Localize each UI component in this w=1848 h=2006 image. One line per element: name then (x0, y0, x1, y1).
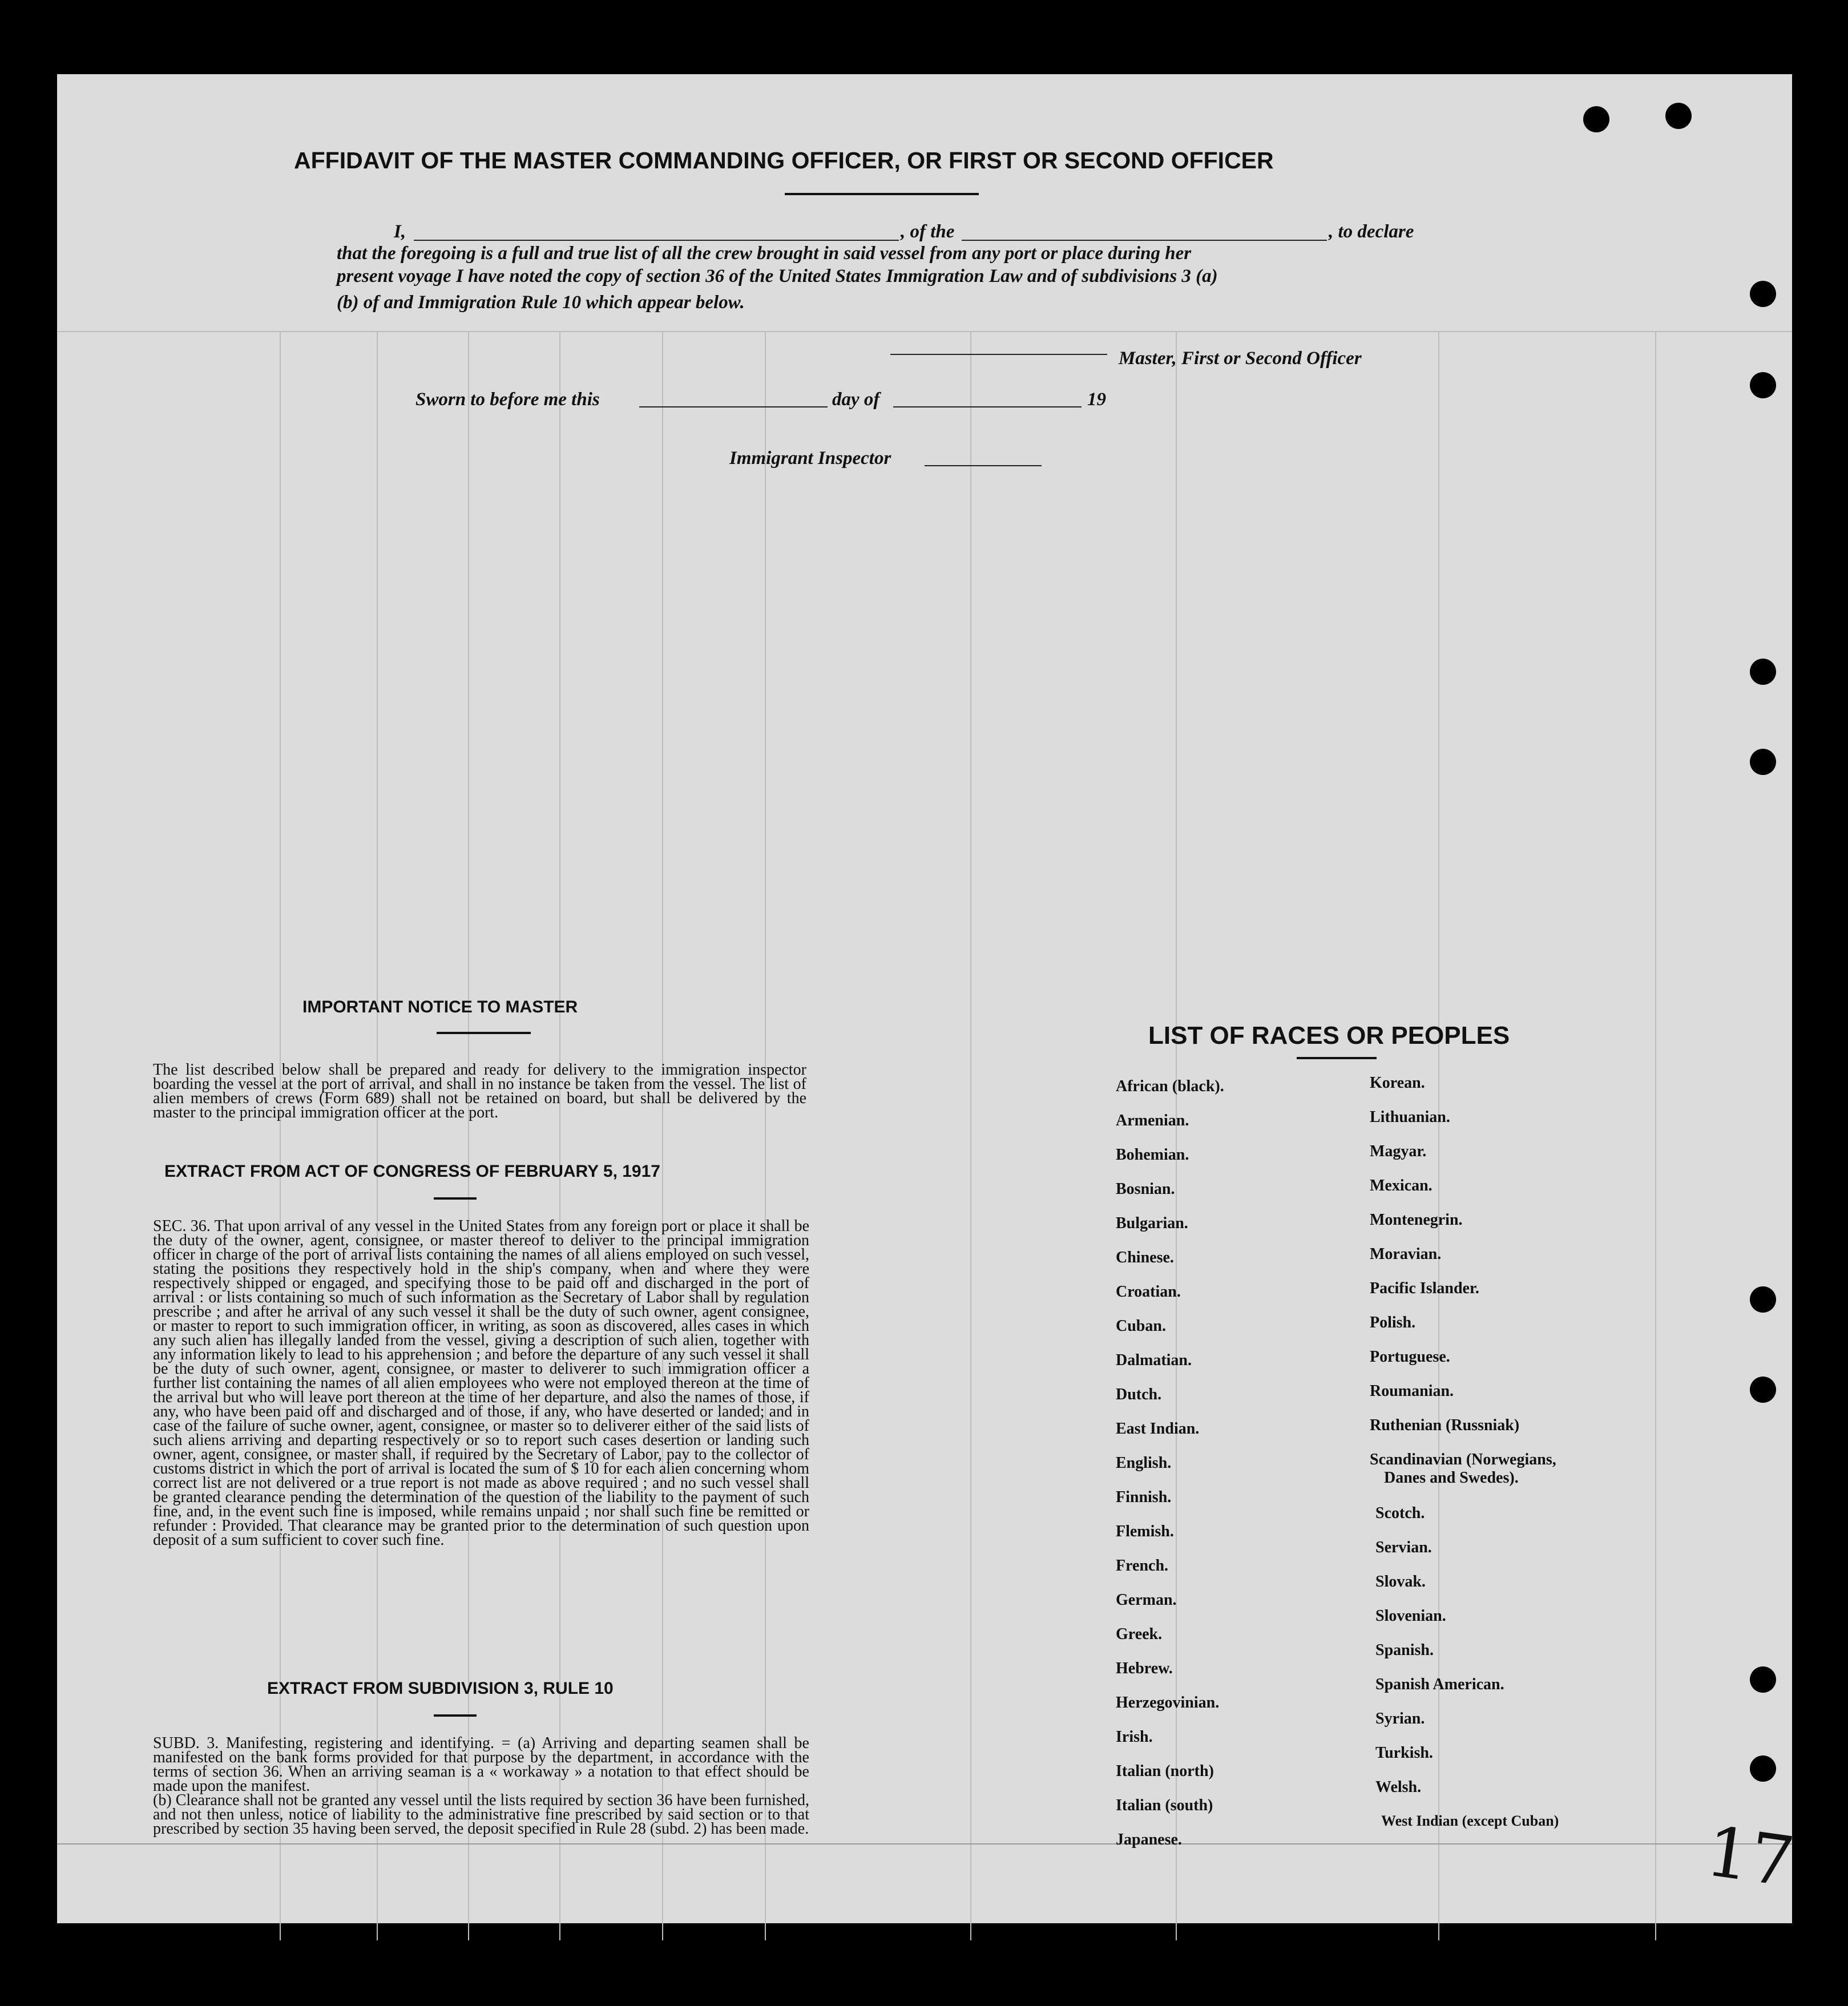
race-item: Chinese. (1116, 1249, 1174, 1266)
race-item: English. (1116, 1454, 1172, 1472)
race-item: Magyar. (1370, 1143, 1427, 1160)
vessel-blank-line (962, 240, 1327, 241)
day-of-label: day of (832, 389, 880, 410)
signature-label: Master, First or Second Officer (1119, 348, 1362, 369)
grid-line (57, 331, 1792, 332)
affidavit-line-4: (b) of and Immigration Rule 10 which appear below. (337, 292, 745, 313)
year-prefix: 19 (1087, 389, 1106, 410)
title-underline (785, 193, 979, 195)
race-item: Dalmatian. (1116, 1351, 1192, 1369)
punch-hole (1750, 1755, 1776, 1782)
grid-line (377, 331, 378, 1940)
race-item: Pacific Islander. (1370, 1280, 1479, 1297)
race-item: East Indian. (1116, 1420, 1200, 1438)
grid-line (1438, 331, 1439, 1940)
race-item: Irish. (1116, 1728, 1153, 1746)
race-item: Korean. (1370, 1074, 1425, 1092)
race-item: Scotch. (1375, 1504, 1425, 1522)
signature-blank-line (890, 354, 1107, 355)
inspector-label: Immigrant Inspector (729, 448, 891, 469)
name-blank-line (414, 240, 899, 241)
race-item: German. (1116, 1591, 1177, 1609)
punch-hole (1583, 106, 1609, 132)
grid-line (280, 331, 281, 1940)
race-item: Bohemian. (1116, 1146, 1189, 1164)
sworn-day-blank-line (639, 406, 828, 407)
punch-hole (1665, 103, 1692, 129)
race-item: Spanish. (1375, 1641, 1434, 1659)
notice-text: The list described below shall be prepared and ready for delivery to the immigration inspector boarding the vessel at the port of arrival, and shall in no instance be taken from the vessel. The list of alien members of crews (Form 689) shall not be retained on board, but shall be delivered by the master to the principal immigration officer at the port. (153, 1061, 806, 1121)
race-item: Herzegovinian. (1116, 1694, 1220, 1712)
grid-line (662, 331, 663, 1940)
race-item: West Indian (except Cuban) (1381, 1813, 1559, 1829)
inspector-blank-line (925, 465, 1042, 466)
race-item: Dutch. (1116, 1386, 1162, 1403)
rule-underline (434, 1714, 477, 1717)
rule-extract-title: EXTRACT FROM SUBDIVISION 3, RULE 10 (267, 1679, 614, 1698)
race-item: Bosnian. (1116, 1180, 1175, 1198)
race-item: Syrian. (1375, 1710, 1425, 1727)
grid-line (559, 331, 560, 1940)
race-item: Moravian. (1370, 1245, 1442, 1263)
race-item: Roumanian. (1370, 1382, 1454, 1400)
race-item: Mexican. (1370, 1177, 1433, 1194)
race-item: Polish. (1370, 1314, 1416, 1331)
race-item: Turkish. (1375, 1744, 1433, 1762)
race-item: Spanish American. (1375, 1676, 1504, 1693)
race-item: Lithuanian. (1370, 1108, 1450, 1126)
race-item: Croatian. (1116, 1283, 1181, 1301)
race-item: Danes and Swedes). (1384, 1469, 1519, 1487)
race-item: Italian (south) (1116, 1797, 1213, 1814)
rule-extract-text-b: (b) Clearance shall not be granted any vessel until the lists required by section 36 have been furnished, and not then unless, notice of liability to the administrative fine prescribed by said section or to that prescribed by section 35 having been served, the deposit specified in Rule 28 (subd. 2) has been made. (153, 1791, 809, 1838)
affidavit-title: AFFIDAVIT OF THE MASTER COMMANDING OFFICER, OR FIRST OR SECOND OFFICER (294, 147, 1274, 173)
grid-line (765, 331, 766, 1940)
race-item: Greek. (1116, 1625, 1163, 1643)
race-item: Slovak. (1375, 1573, 1426, 1591)
act-extract-title: EXTRACT FROM ACT OF CONGRESS OF FEBRUARY 5, 1917 (164, 1162, 660, 1181)
grid-line (468, 331, 469, 1940)
grid-line (57, 1843, 1792, 1844)
race-item: Montenegrin. (1370, 1211, 1463, 1229)
affidavit-i-label: I, (394, 221, 406, 242)
race-item: Cuban. (1116, 1317, 1166, 1335)
race-item: Bulgarian. (1116, 1214, 1188, 1232)
punch-hole (1750, 749, 1776, 775)
punch-hole (1750, 372, 1776, 398)
race-item: Ruthenian (Russniak) (1370, 1416, 1520, 1434)
race-item: Slovenian. (1375, 1607, 1446, 1625)
affidavit-of-the-label: , of the (901, 221, 955, 242)
notice-title: IMPORTANT NOTICE TO MASTER (302, 998, 578, 1016)
grid-line (1655, 331, 1656, 1940)
rule-extract-text-a: SUBD. 3. Manifesting, registering and identifying. = (a) Arriving and departing seamen shall be manifested on the bank forms provided for that purpose by the department, in accordance with the terms of section 36. When an arriving seaman is a « workaway » a notation to that effect should be made upon the manifest. (153, 1734, 809, 1795)
grid-line (970, 331, 971, 1940)
race-item: Welsh. (1375, 1778, 1422, 1796)
race-item: Finnish. (1116, 1488, 1172, 1506)
race-item: Servian. (1375, 1539, 1432, 1556)
punch-hole (1750, 1377, 1776, 1403)
affidavit-line-2: that the foregoing is a full and true list of all the crew brought in said vessel from any port or place during her (337, 243, 1192, 264)
race-item: Armenian. (1116, 1112, 1189, 1129)
sworn-label: Sworn to before me this (415, 389, 600, 410)
race-item: Scandinavian (Norwegians, (1370, 1451, 1556, 1468)
race-item: Hebrew. (1116, 1660, 1173, 1677)
notice-underline (437, 1032, 531, 1034)
race-item: African (black). (1116, 1077, 1224, 1095)
race-item: Portuguese. (1370, 1348, 1450, 1366)
race-item: Italian (north) (1116, 1762, 1214, 1780)
race-item: Japanese. (1116, 1831, 1182, 1848)
act-underline (434, 1197, 477, 1200)
act-extract-text: SEC. 36. That upon arrival of any vessel in the United States from any foreign port or place it shall be the duty of the owner, agent, consignee, or master thereof to deliver to the principal immigration officer in charge of the port of arrival lists containing the names of all aliens employed on such vessel, stating the positions they respectively hold in the ship's company, when and where they were respectively shipped or engaged, and specifying those to be paid off and discharged in the port of arrival : or lists containing so much of such information as the Secretary of Labor shall by regulation prescribe ; and after he arrival of any such vessel it shall be the duty of such owner, agent consignee, or master to report to such immigration officer, in writing, as soon as discovered, alles cases in which any such alien has illegally landed from the vessel, giving a description of such alien, together with any information likely to lead to his apprehension ; and before the departure of any such vessel it shall be the duty of such owner, agent, consignee, or master to deliverer to such immigration officer a further list containing the names of all alien employees who were not employed thereon at the time of the arrival but who will leave port thereon at the time of her departure, and also the names of those, if any, who have been paid off and discharged and of those, if any, who have deserted or landed; and in case of the failure of suche owner, agent, consignee, or master so to deliverer either of the said lists of such aliens arriving and departing respectively or so to report such cases desertion or landing such owner, agent, consignee, or master shall, if required by the Secretary of Labor, pay to the collector of customs district in which the port of arrival is located the sum of $ 10 for each alien concerning whom correct list are not delivered or a true report is not made as above required ; and no such vessel shall be granted clearance pending the determination of the question of the liability to the payment of such fine, and, in the event such fine is imposed, while remains unpaid ; nor shall such fine be remitted or refunder : Provided. That clearance may be granted prior to the determination of such question upon deposit of a sum sufficient to cover such fine. (153, 1217, 809, 1549)
punch-hole (1750, 659, 1776, 685)
affidavit-line-3: present voyage I have noted the copy of section 36 of the United States Immigration Law and of subdivisions 3 (a) (337, 266, 1218, 286)
punch-hole (1750, 281, 1776, 307)
punch-hole (1750, 1286, 1776, 1313)
page-number: 17 (1701, 1812, 1799, 1903)
race-item: French. (1116, 1557, 1169, 1575)
races-title: LIST OF RACES OR PEOPLES (1148, 1022, 1510, 1050)
affidavit-to-declare-label: , to declare (1329, 221, 1414, 242)
race-item: Flemish. (1116, 1523, 1174, 1540)
punch-hole (1750, 1666, 1776, 1693)
month-blank-line (893, 406, 1082, 407)
races-underline (1297, 1057, 1377, 1059)
